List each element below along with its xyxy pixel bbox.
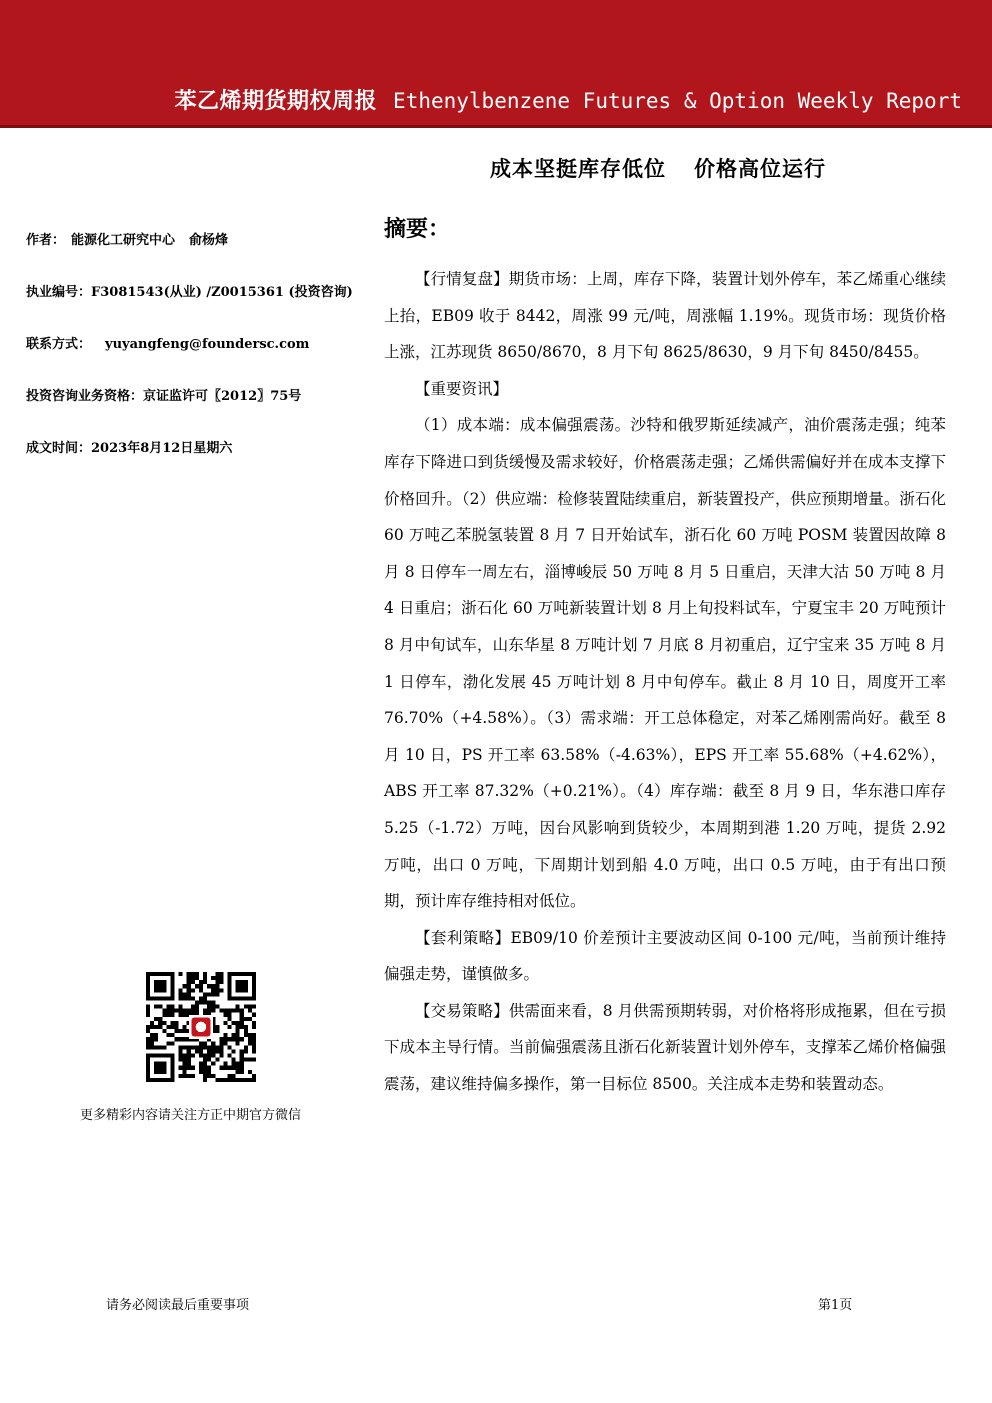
author-name: 俞杨烽 <box>189 233 229 248</box>
date-label: 成文时间： <box>26 441 92 456</box>
author-label: 作者： <box>26 233 66 248</box>
header-divider <box>0 125 992 128</box>
report-title-cn: 苯乙烯期货期权周报 <box>174 89 378 114</box>
author-org: 能源化工研究中心 <box>71 233 176 248</box>
date-row <box>26 433 366 485</box>
abstract-title: 摘要： <box>384 217 451 242</box>
report-title-en: Ethenylbenzene Futures & Option Weekly Report <box>393 89 962 113</box>
abstract-paragraph: 【交易策略】供需面来看，8 月供需预期转弱，对价格将形成拖累，但在亏损下成本主导行情。当前偏强震荡且浙石化新装置计划外停车，支撑苯乙烯价格偏强震荡，建议维持偏多操作，第一目标位 8500。关注成本走势和装置动态。 <box>384 1001 946 1094</box>
license-value: F3081543(从业) /Z0015361 (投资咨询) <box>91 285 353 300</box>
header-banner <box>0 0 992 125</box>
page-headline <box>490 153 826 183</box>
abstract-paragraph: 【行情复盘】期货市场：上周，库存下降，装置计划外停车，苯乙烯重心继续上抬，EB09 收于 8442，周涨 99 元/吨，周涨幅 1.19%。现货市场：现货价格上涨，江苏现货 8650/8670，8 月下旬 8625/8630，9 月下旬 8450/8455。 <box>384 270 946 362</box>
abstract-paragraph: 【套利策略】EB09/10 价差预计主要波动区间 0-100 元/吨，当前预计维持偏强走势，谨慎做多。 <box>384 928 946 984</box>
qr-caption: 更多精彩内容请关注方正中期官方微信 <box>80 1108 302 1123</box>
abstract-paragraph: （1）成本端：成本偏强震荡。沙特和俄罗斯延续减产，油价震荡走强；纯苯库存下降进口到货缓慢及需求较好，价格震荡走强；乙烯供需偏好并在成本支撑下价格回升。（2）供应端：检修装置陆续重启，新装置投产，供应预期增量。浙石化 60 万吨乙苯脱氢装置 8 月 7 日开始试车，浙石化 60 万吨 POSM 装置因故障 8 月 8 日停车一周左右，淄博峻辰 50 万吨 8 月 5 日重启，天津大沽 50 万吨 8 月 4 日重启；浙石化 60 万吨新装置计划 8 月上旬投料试车，宁夏宝丰 20 万吨预计 8 月中旬试车，山东华星 8 万吨计划 7 月底 8 月初重启，辽宁宝来 35 万吨 8 月 1 日停车，渤化发展 45 万吨计划 8 月中旬停车。截止 8 月 10 日，周度开工率 76.70%（+4.58%）。（3）需求端：开工总体稳定，对苯乙烯刚需尚好。截至 8 月 10 日，PS 开工率 63.58%（-4.63%），EPS 开工率 55.68%（+4.62%），ABS 开工率 87.32%（+0.21%）。（4）库存端：截至 8 月 9 日，华东港口库存 5.25（-1.72）万吨，因台风影响到货较少，本周期到港 1.20 万吨，提货 2.92 万吨，出口 0 万吨，下周期计划到船 4.0 万吨，出口 0.5 万吨，由于有出口预期，预计库存维持相对低位。 <box>384 416 946 911</box>
footer-notice: 请务必阅读最后重要事项 <box>106 1298 250 1313</box>
license-label: 执业编号： <box>26 285 92 300</box>
contact-label: 联系方式： <box>26 337 92 352</box>
license-row <box>26 277 366 329</box>
contact-email[interactable]: yuyangfeng@foundersc.com <box>105 337 310 352</box>
abstract-paragraph: 【重要资讯】 <box>415 379 509 398</box>
headline-part-2: 价格高位运行 <box>694 157 826 181</box>
report-title <box>175 84 962 115</box>
author-info-panel <box>26 225 366 485</box>
contact-row <box>26 329 366 381</box>
abstract-section <box>384 212 946 1103</box>
qualification-value: 京证监许可〖2012〗75号 <box>143 389 302 404</box>
qualification-row <box>26 381 366 433</box>
page-number: 第1页 <box>818 1298 853 1313</box>
qualification-label: 投资咨询业务资格： <box>26 389 144 404</box>
date-value: 2023年8月12日星期六 <box>91 441 233 456</box>
author-row <box>26 225 366 277</box>
wechat-qr-code-icon <box>146 972 256 1082</box>
headline-part-1: 成本坚挺库存低位 <box>490 157 666 181</box>
